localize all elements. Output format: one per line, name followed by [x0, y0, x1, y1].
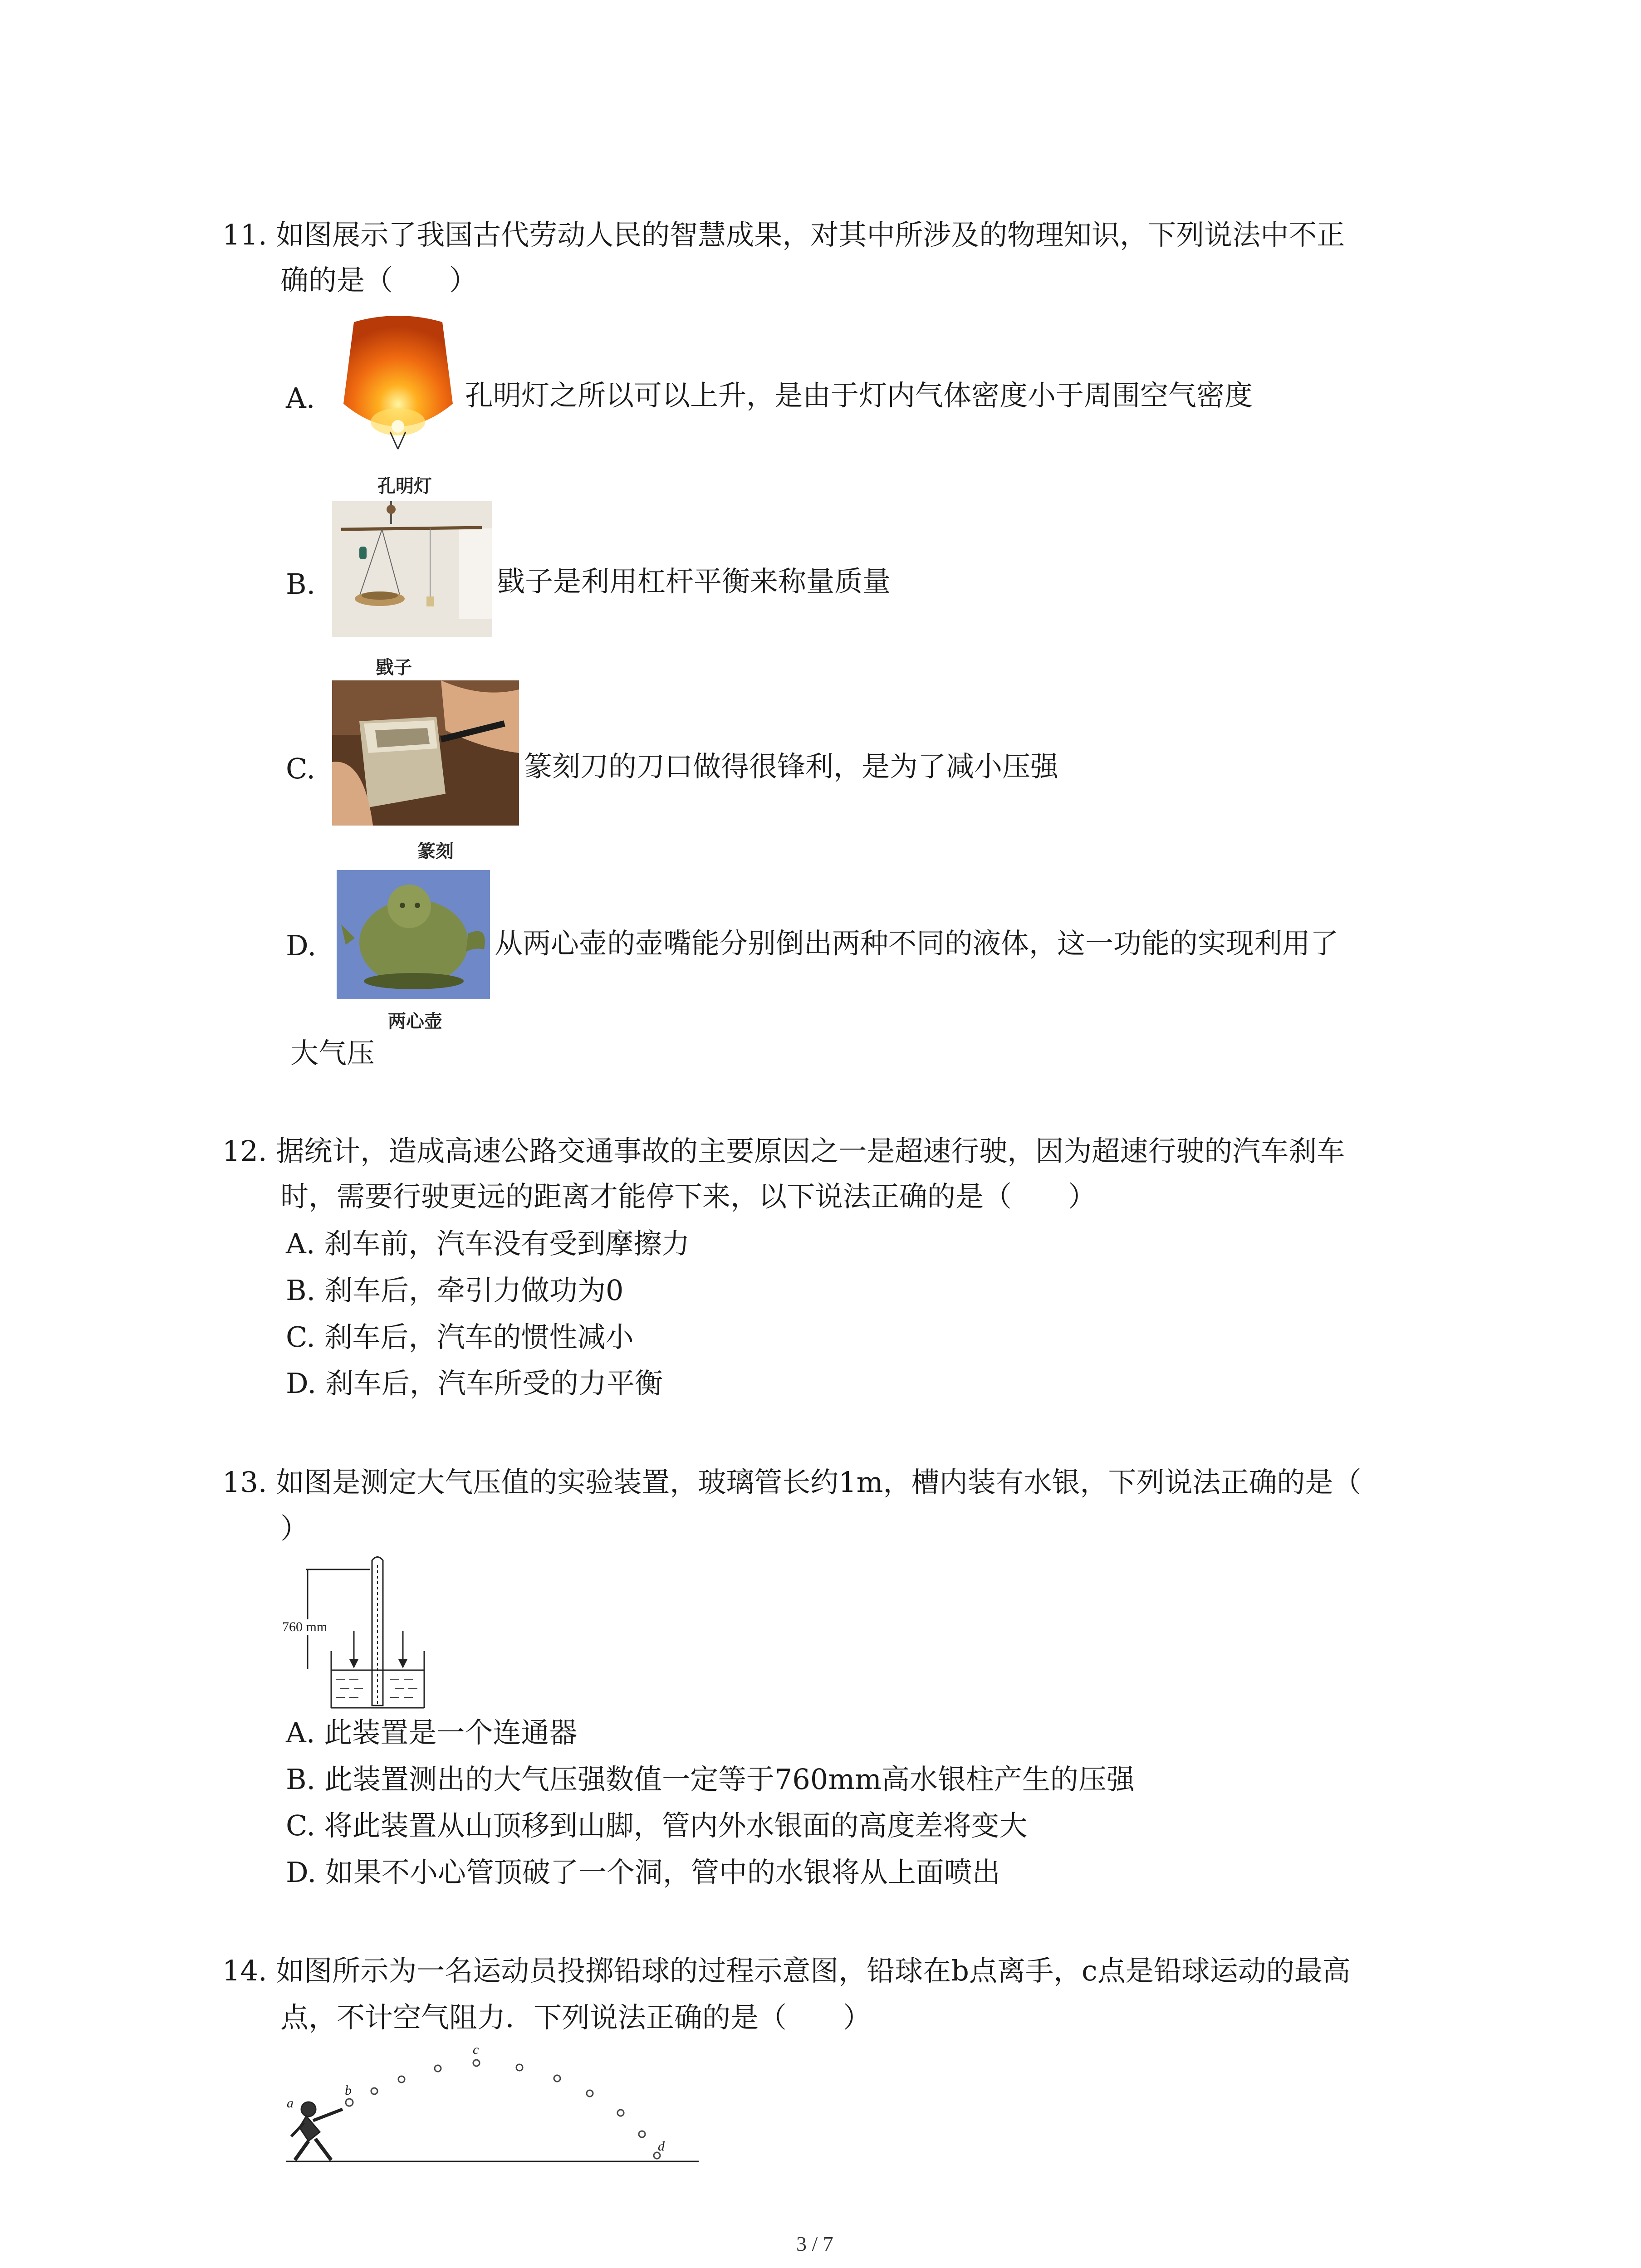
point-b-label: b	[345, 2083, 352, 2098]
q13-option-d: D. 如果不小心管顶破了一个洞，管中的水银将从上面喷出	[286, 1856, 1000, 1889]
q13-stem-line2: ）	[280, 1512, 309, 1545]
q13-stem-line1: 13. 如图是测定大气压值的实验装置，玻璃管长约1m，槽内装有水银，下列说法正确的是（	[222, 1466, 1362, 1499]
q14-stem-line1: 14. 如图所示为一名运动员投掷铅球的过程示意图，铅球在b点离手，c点是铅球运动的最高	[222, 1954, 1351, 1987]
q12-option-d: D. 刹车后，汽车所受的力平衡	[286, 1367, 663, 1400]
q11-option-d-letter: D.	[286, 929, 317, 962]
q11-stem-line1: 11. 如图展示了我国古代劳动人民的智慧成果，对其中所涉及的物理知识，下列说法中不正	[222, 218, 1345, 251]
steelyard-caption: 戥子	[376, 657, 412, 678]
torricelli-apparatus-figure	[281, 1551, 431, 1721]
q13-option-c: C. 将此装置从山顶移到山脚，管内外水银面的高度差将变大	[286, 1809, 1028, 1842]
two-heart-pot-caption: 两心壶	[388, 1011, 442, 1032]
q12-option-b: B. 刹车后，牵引力做功为0	[286, 1274, 624, 1307]
shot-put-trajectory-figure	[281, 2032, 703, 2168]
sky-lantern-image	[336, 313, 460, 454]
q14-stem-line2: 点，不计空气阻力．下列说法正确的是（ ）	[280, 2001, 872, 2034]
q13-option-a: A. 此装置是一个连通器	[286, 1716, 578, 1749]
q11-option-b-text: 戥子是利用杠杆平衡来称量质量	[497, 565, 891, 598]
q12-option-c: C. 刹车后，汽车的惯性减小	[286, 1320, 634, 1354]
q11-option-a-letter: A.	[286, 381, 315, 415]
torricelli-height-label: 760 mm	[282, 1619, 328, 1634]
seal-carving-caption: 篆刻	[417, 841, 454, 862]
q11-option-b-letter: B.	[286, 567, 316, 601]
q11-stem-line2: 确的是（ ）	[280, 264, 478, 297]
q11-option-c-text: 篆刻刀的刀口做得很锋利，是为了减小压强	[524, 750, 1059, 783]
seal-carving-image	[332, 680, 519, 826]
q11-option-d-text: 从两心壶的壶嘴能分别倒出两种不同的液体，这一功能的实现利用了	[495, 927, 1339, 960]
steelyard-image	[332, 501, 492, 637]
q11-option-a-text: 孔明灯之所以可以上升，是由于灯内气体密度小于周围空气密度	[465, 379, 1253, 412]
point-a-label: a	[287, 2096, 294, 2111]
q11-option-d-continuation: 大气压	[290, 1036, 375, 1070]
q12-stem-line2: 时，需要行驶更远的距离才能停下来，以下说法正确的是（ ）	[280, 1180, 1097, 1213]
two-heart-pot-image	[337, 870, 490, 999]
page-number: 3 / 7	[796, 2232, 833, 2255]
q12-option-a: A. 刹车前，汽车没有受到摩擦力	[286, 1227, 690, 1260]
q12-stem-line1: 12. 据统计，造成高速公路交通事故的主要原因之一是超速行驶，因为超速行驶的汽车刹车	[222, 1134, 1345, 1168]
point-d-label: d	[658, 2139, 665, 2154]
sky-lantern-caption: 孔明灯	[377, 476, 432, 497]
point-c-label: c	[473, 2042, 479, 2057]
q13-option-b: B. 此装置测出的大气压强数值一定等于760mm高水银柱产生的压强	[286, 1763, 1135, 1796]
q11-option-c-letter: C.	[286, 752, 315, 785]
